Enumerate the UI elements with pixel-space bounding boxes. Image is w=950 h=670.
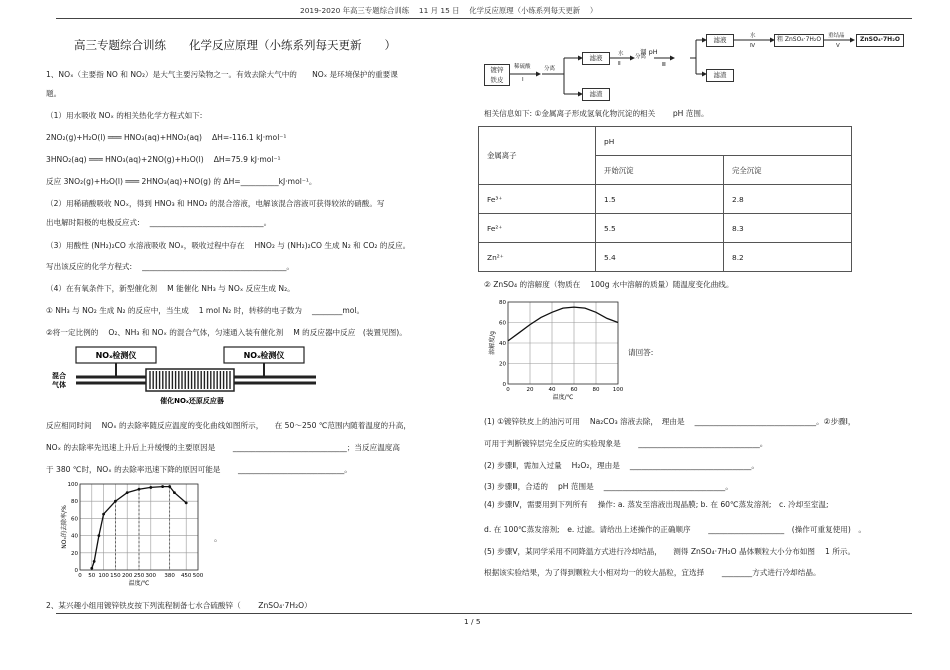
q1-part2: （2）用稀硝酸吸收 NOₓ，得到 HNO₃ 和 HNO₂ 的混合溶液，电解该混合溶液可获得较浓的硝酸。写: [46, 199, 385, 208]
flow-sep1-label: 分离: [544, 66, 556, 72]
data-point: [161, 485, 164, 488]
please-answer: 请回答:: [628, 348, 654, 357]
flow-crude-box: 粗 ZnSO₄·7H₂O: [774, 34, 824, 47]
flow-filtrate-box: 滤液: [582, 52, 610, 65]
y-tick-label: 100: [67, 482, 78, 488]
q1-intro: 1、NOₓ（主要指 NO 和 NO₂）是大气主要污染物之一。有效去除大气中的 NOₓ 是环境保护的重要课: [46, 70, 398, 79]
page-header: 2019-2020 年高三专题综合训练 11 月 15 日 化学反应原理（小练系列每天更新 ）: [300, 6, 598, 15]
th-start: 开始沉淀: [596, 156, 724, 185]
process-flowchart: [484, 22, 904, 102]
q2-part4-b: d. 在 100℃蒸发溶剂; e. 过滤。请给出上述操作的正确顺序 ____________________ (操作可重复使用) 。: [484, 525, 867, 534]
x-tick-label: 200: [121, 573, 133, 579]
th-complete: 完全沉淀: [724, 156, 852, 185]
q1-intro-cont: 题。: [46, 89, 62, 98]
flow-step1-label: Ⅰ: [522, 77, 524, 83]
cell-start: 5.4: [596, 243, 724, 272]
data-point: [168, 485, 171, 488]
equation-1: 2NO₂(g)+H₂O(l) ═══ HNO₃(aq)+HNO₂(aq) ΔH=-116.1 kJ·mol⁻¹: [46, 133, 287, 142]
y-tick-label: 60: [499, 320, 506, 327]
cell-ion: Fe³⁺: [479, 185, 596, 214]
x-tick-label: 20: [526, 387, 534, 393]
flow-step5-label: Ⅴ: [836, 43, 840, 49]
flow-sep2-label: 分离: [635, 54, 647, 60]
q1-part3: （3）用酸性 (NH₂)₂CO 水溶液吸收 NOₓ，吸收过程中存在 HNO₂ 与 (NH₂)₂CO 生成 N₂ 和 CO₂ 的反应。: [46, 241, 411, 250]
x-tick-label: 300: [145, 573, 157, 579]
cell-ion: Zn²⁺: [479, 243, 596, 272]
table-row: [479, 214, 852, 243]
th-ph: pH: [596, 127, 852, 156]
solubility-note: ② ZnSO₄ 的溶解度（物质在 100g 水中溶解的质量）随温度变化曲线。: [484, 280, 734, 289]
q1-part3-cont: 写出该反应的化学方程式: ______________________________________。: [46, 262, 294, 271]
data-point: [149, 486, 152, 489]
q2-part4: (4) 步骤Ⅳ，需要用到下列所有 操作: a. 蒸发至溶液出现晶膜; b. 在 60℃蒸发溶剂; c. 冷却至室温;: [484, 500, 829, 509]
chart-period: 。: [214, 534, 222, 543]
flow-step3-label: Ⅲ: [662, 62, 666, 68]
q1-part1: （1）用水吸收 NOₓ 的相关热化学方程式如下:: [46, 111, 203, 120]
x-tick-label: 450: [180, 573, 192, 579]
y-tick-label: 80: [71, 499, 78, 506]
solubility-chart: [486, 296, 628, 404]
flow-start-box: 镀锌 铁皮: [484, 64, 510, 86]
x-axis-label: 温度/℃: [128, 580, 150, 587]
x-tick-label: 500: [192, 573, 204, 579]
x-tick-label: 50: [88, 573, 96, 579]
ph-range-table: [478, 126, 852, 272]
y-tick-label: 40: [71, 533, 78, 540]
y-tick-label: 0: [502, 382, 506, 388]
equation-2: 3HNO₂(aq) ═══ HNO₃(aq)+2NO(g)+H₂O(l) ΔH=75.9 kJ·mol⁻¹: [46, 155, 281, 164]
q2-part5-b: 根据该实验结果，为了得到颗粒大小相对均一的较大晶粒，宜选择 ________方式进行冷却结晶。: [484, 568, 821, 577]
q2-intro: 2、某兴趣小组用镀锌铁皮按下列流程制备七水合硫酸锌（ ZnSO₄·7H₂O）: [46, 601, 312, 610]
y-tick-label: 20: [71, 550, 78, 557]
q1-part4-b: ②将一定比例的 O₂、NH₃ 和 NOₓ 的混合气体，匀速通入装有催化剂 M 的反应器中反应 (装置见图)。: [46, 328, 407, 337]
flow-acid-label: 稀硫酸: [514, 64, 531, 70]
y-tick-label: 80: [499, 300, 506, 306]
flow-filtrate2-box: 滤液: [706, 34, 734, 47]
x-tick-label: 0: [506, 387, 510, 393]
cell-complete: 8.2: [724, 243, 852, 272]
info-intro: 相关信息如下: ①金属离子形成氢氧化物沉淀的相关 pH 范围。: [484, 109, 709, 118]
data-point: [102, 513, 105, 516]
flow-recryst-label: 重结晶: [828, 33, 845, 39]
flow-water2-label: 水: [750, 33, 756, 39]
reactor-apparatus-diagram: [46, 345, 326, 409]
q2-part5: (5) 步骤Ⅴ，某同学采用不同降温方式进行冷却结晶， 测得 ZnSO₄·7H₂O 晶体颗粒大小分布如图 1 所示。: [484, 547, 856, 556]
q2-part3: (3) 步骤Ⅲ，合适的 pH 范围是 ________________________________。: [484, 482, 733, 491]
left-detector-label: NOₓ检测仪: [95, 351, 137, 360]
x-tick-label: 150: [110, 573, 121, 579]
x-tick-label: 100: [98, 573, 109, 579]
cell-start: 5.5: [596, 214, 724, 243]
y-axis-label: NOₓ的去除率/%: [61, 505, 68, 549]
data-point: [90, 567, 93, 570]
inlet-label-2: 气体: [52, 381, 66, 389]
cell-complete: 8.3: [724, 214, 852, 243]
flow-ph-label: 调 pH: [640, 48, 658, 56]
inlet-label-1: 混合: [52, 372, 66, 380]
header-rule: [56, 18, 912, 19]
flow-residue2-box: 滤渣: [706, 69, 734, 82]
data-point: [97, 534, 100, 537]
right-detector-label: NOₓ检测仪: [243, 351, 285, 360]
x-tick-label: 250: [133, 573, 145, 579]
x-tick-label: 380: [164, 573, 175, 579]
x-axis-label: 温度/℃: [552, 394, 574, 401]
y-tick-label: 0: [74, 568, 78, 574]
q2-part1-b: 可用于判断镀锌层完全反应的实验现象是 ________________________________。: [484, 439, 768, 448]
q1-part2-cont: 出电解时阳极的电极反应式: ______________________________。: [46, 218, 272, 227]
y-axis-label: 溶解度/g: [489, 331, 496, 355]
q2-part1: (1) ①镀锌铁皮上的油污可用 Na₂CO₃ 溶液去除， 理由是 ________________________________。②步骤Ⅰ，: [484, 417, 856, 426]
y-tick-label: 20: [499, 361, 506, 368]
th-ion: 金属离子: [479, 127, 596, 185]
flow-step4-label: Ⅳ: [750, 43, 756, 49]
data-point: [126, 491, 129, 494]
cell-ion: Fe²⁺: [479, 214, 596, 243]
table-row: [479, 185, 852, 214]
equation-3: 反应 3NO₂(g)+H₂O(l) ═══ 2HNO₃(aq)+NO(g) 的 ΔH=__________kJ·mol⁻¹。: [46, 177, 317, 186]
table-row: [479, 243, 852, 272]
q1-graph-text-2: NOₓ 的去除率先迅速上升后上升缓慢的主要原因是 ______________________________；当反应温度高: [46, 443, 400, 452]
series-line: [508, 307, 618, 341]
nox-removal-chart: [50, 478, 210, 590]
x-tick-label: 100: [612, 387, 624, 393]
data-point: [93, 560, 96, 563]
q1-part4-a: ① NH₃ 与 NO₂ 生成 N₂ 的反应中，当生成 1 mol N₂ 时，转移的电子数为 ________mol。: [46, 306, 365, 315]
data-point: [173, 491, 176, 494]
data-point: [114, 500, 117, 503]
x-tick-label: 40: [548, 387, 556, 393]
flow-water-label: 水: [618, 51, 624, 57]
x-tick-label: 80: [592, 387, 600, 393]
y-tick-label: 60: [71, 516, 78, 523]
data-point: [185, 502, 188, 505]
data-point: [138, 488, 141, 491]
flow-residue1-box: 滤渣: [582, 88, 610, 101]
q1-part4: （4）在有氧条件下，新型催化剂 M 能催化 NH₃ 与 NOₓ 反应生成 N₂。: [46, 284, 295, 293]
q2-part2: (2) 步骤Ⅱ，需加入过量 H₂O₂，理由是 ________________________________。: [484, 461, 759, 470]
footer-rule: [56, 613, 912, 614]
x-tick-label: 0: [78, 573, 82, 579]
flow-step2-label: Ⅱ: [618, 61, 621, 67]
doc-title: 高三专题综合训练 化学反应原理（小练系列每天更新 ）: [74, 38, 396, 52]
flow-product-box: ZnSO₄·7H₂O: [856, 34, 904, 47]
y-tick-label: 40: [499, 341, 506, 347]
q1-graph-text-3: 于 380 ℃时，NOₓ 的去除率迅速下降的原因可能是 ____________________________。: [46, 465, 352, 474]
cell-complete: 2.8: [724, 185, 852, 214]
reactor-label: 催化NOₓ还原反应器: [160, 397, 224, 405]
q1-graph-text: 反应相同时间 NOₓ 的去除率随反应温度的变化曲线如图所示， 在 50～250 ℃范围内随着温度的升高，: [46, 421, 411, 430]
x-tick-label: 60: [570, 387, 578, 393]
cell-start: 1.5: [596, 185, 724, 214]
page-number: 1 / 5: [464, 617, 481, 626]
